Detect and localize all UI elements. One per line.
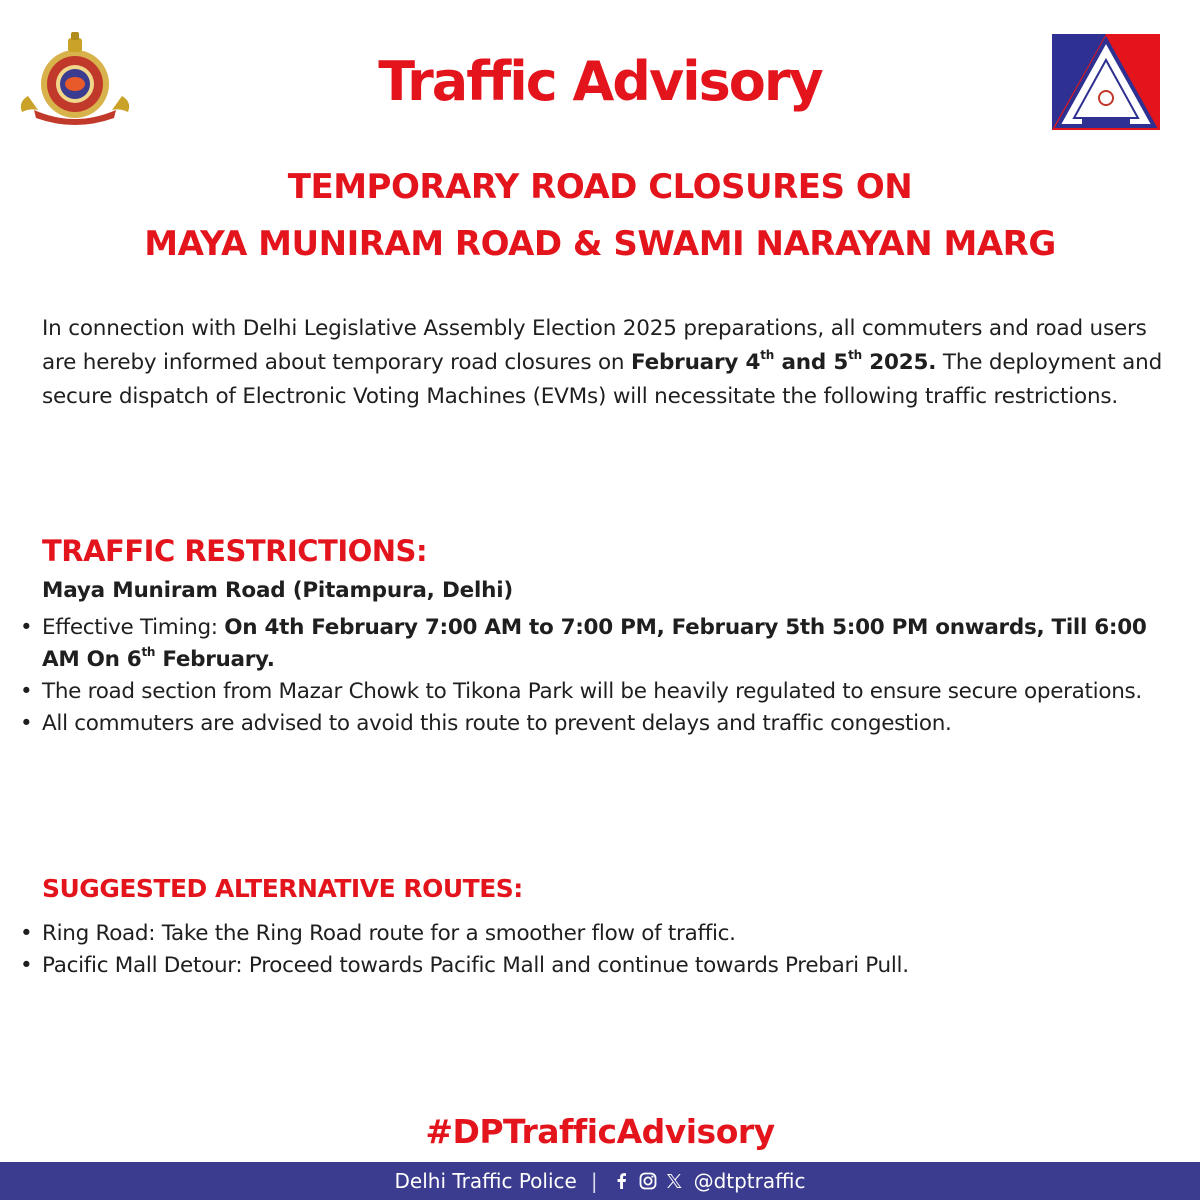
subtitle-line-1: TEMPORARY ROAD CLOSURES ON: [287, 167, 913, 207]
intro-text-before: In connection with Delhi Legislative Assembly Election 2025 preparations, all commuters and road users are hereby informed about temporary road closures on: [42, 316, 1147, 375]
restrictions-heading: TRAFFIC RESTRICTIONS:: [42, 534, 428, 568]
instagram-icon[interactable]: [638, 1171, 658, 1191]
list-item: • All commuters are advised to avoid this route to prevent delays and traffic congestion.: [20, 708, 1180, 740]
footer-bar: [0, 1162, 1200, 1200]
list-item: • Pacific Mall Detour: Proceed towards Pacific Mall and continue towards Prebari Pull.: [20, 950, 1180, 982]
footer-handle[interactable]: @dtptraffic: [693, 1169, 806, 1193]
footer-separator: |: [590, 1169, 598, 1193]
bullet-icon: •: [20, 679, 33, 704]
list-item: • The road section from Mazar Chowk to Tikona Park will be heavily regulated to ensure secure operations.: [20, 676, 1180, 708]
footer-org-name: Delhi Traffic Police: [394, 1169, 577, 1193]
facebook-icon[interactable]: [612, 1171, 632, 1191]
list-item: • Ring Road: Take the Ring Road route for a smoother flow of traffic.: [20, 918, 1180, 950]
bullet-icon: •: [20, 711, 33, 736]
alternatives-list: [20, 918, 1180, 982]
hashtag[interactable]: #DPTrafficAdvisory: [425, 1112, 775, 1151]
intro-text-after: The deployment and secure dispatch of Electronic Voting Machines (EVMs) will necessitate the following traffic restrictions.: [42, 350, 1163, 409]
bullet-icon: •: [20, 953, 33, 978]
intro-date-bold: February 4th and 5th 2025.: [630, 347, 937, 375]
list-item: • Effective Timing: On 4th February 7:00 AM to 7:00 PM, February 5th 5:00 PM onwards, Till 6:00 AM On 6th February.: [20, 612, 1180, 676]
bullet-icon: •: [20, 921, 33, 946]
x-icon[interactable]: [664, 1171, 684, 1191]
bullet-icon: •: [20, 615, 33, 640]
intro-paragraph: [42, 312, 1172, 414]
restricted-road-name: Maya Muniram Road (Pitampura, Delhi): [42, 578, 514, 603]
restrictions-list: [20, 612, 1180, 740]
subtitle-line-2: MAYA MUNIRAM ROAD & SWAMI NARAYAN MARG: [144, 224, 1056, 264]
advisory-title: Traffic Advisory: [378, 50, 822, 113]
alternatives-heading: SUGGESTED ALTERNATIVE ROUTES:: [42, 874, 523, 903]
